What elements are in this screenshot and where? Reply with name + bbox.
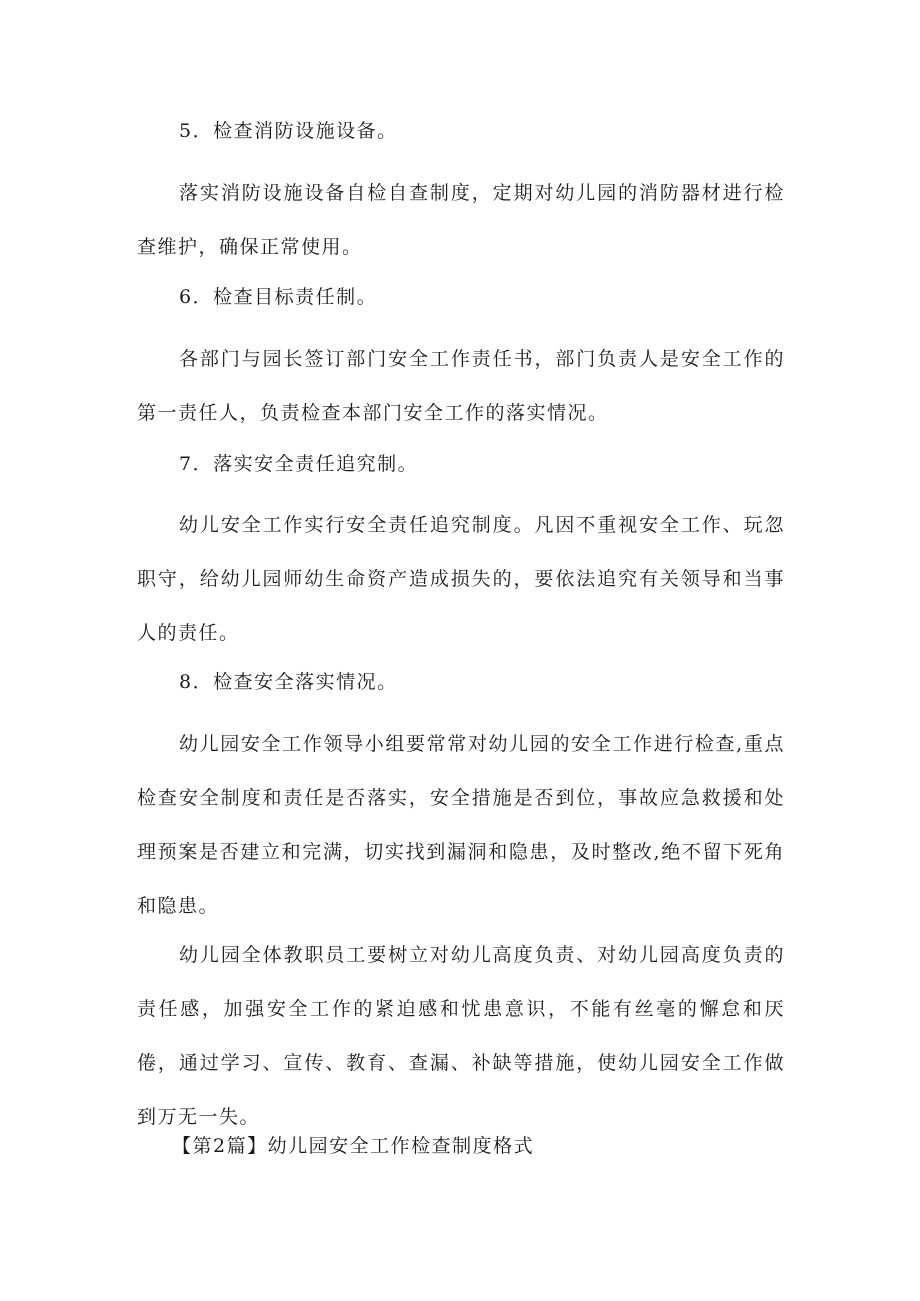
paragraph-fire-equipment: 落实消防设施设备自检自查制度，定期对幼儿园的消防器材进行检查维护，确保正常使用。 [137,182,785,258]
paragraph-staff-responsibility: 幼儿园全体教职员工要树立对幼儿高度负责、对幼儿园高度负责的责任感，加强安全工作的紧迫感和忧患意识，不能有丝毫的懈怠和厌倦，通过学习、宣传、教育、查漏、补缺等措施，使幼儿园安全工作做到万无一失。 [137,944,785,1128]
paragraph-safety-inspection: 幼儿园安全工作领导小组要常常对幼儿园的安全工作进行检查,重点检查安全制度和责任是否落实，安全措施是否到位，事故应急救援和处理预案是否建立和完满，切实找到漏洞和隐患，及时整改,绝不留下死角和隐患。 [137,733,785,917]
paragraph-responsibility-system: 各部门与园长签订部门安全工作责任书，部门负责人是安全工作的第一责任人，负责检查本部门安全工作的落实情况。 [137,348,785,424]
heading-item-6: 6．检查目标责任制。 [179,286,378,308]
section-title-part-2: 【第2篇】幼儿园安全工作检查制度格式 [172,1135,535,1157]
heading-item-8: 8．检查安全落实情况。 [179,671,398,693]
paragraph-accountability: 幼儿安全工作实行安全责任追究制度。凡因不重视安全工作、玩忽职守，给幼儿园师幼生命资产造成损失的，要依法追究有关领导和当事人的责任。 [137,514,785,644]
heading-item-7: 7．落实安全责任追究制。 [179,453,419,475]
heading-item-5: 5．检查消防设施设备。 [179,120,398,142]
